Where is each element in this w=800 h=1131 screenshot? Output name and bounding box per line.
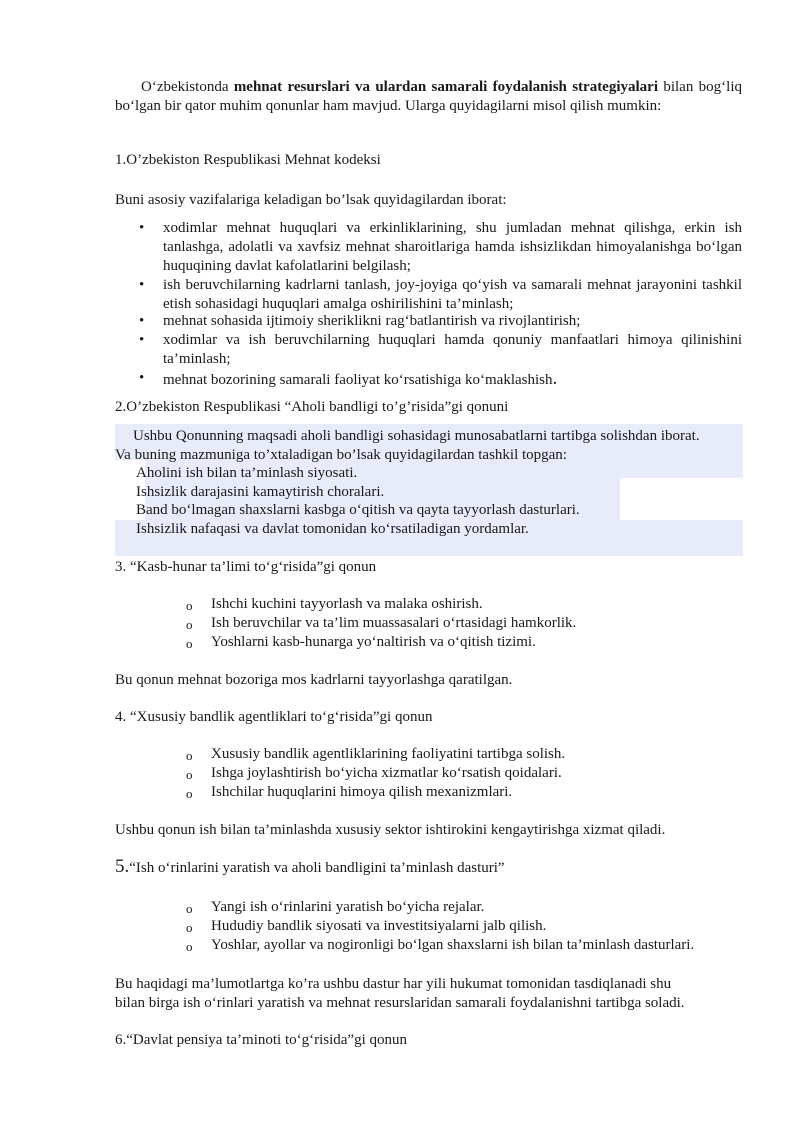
section-4-note: Ushbu qonun ish bilan ta’minlashda xususiy sektor ishtirokini kengaytirishga xizmat qiladi. — [115, 822, 666, 838]
section-6-title: 6.“Davlat pensiya ta’minoti to‘g‘risida”gi qonun — [115, 1032, 408, 1048]
section-1-bullet: • xodimlar mehnat huquqlari va erkinliklarining, shu jumladan mehnat qilishga, erkin ish tanlashga, adolatli va xavfsiz mehnat sharoitlariga hamda ishsizlikdan himoyalanishga bo‘lgan huquqining davlat kafolatlarini belgilash; — [163, 219, 742, 276]
section-3-item: o Ish beruvchilar va ta’lim muassasalari o‘rtasidagi hamkorlik. — [211, 614, 751, 633]
section-3-note: Bu qonun mehnat bozoriga mos kadrlarni tayyorlashga qaratilgan. — [115, 672, 513, 688]
section-5-item: o Yoshlar, ayollar va nogironligi bo‘lgan shaxslarni ish bilan ta’minlash dasturlari. — [211, 936, 751, 955]
section-5-item: o Yangi ish o‘rinlarini yaratish bo‘yicha rejalar. — [211, 898, 751, 917]
section-1-bullet-text: mehnat bozorining samarali faoliyat ko‘rsatishiga ko‘maklashish — [163, 372, 553, 388]
section-2-item: Band bo‘lmagan shaxslarni kasbga o‘qitish va qayta tayyorlash dasturlari. — [136, 502, 580, 518]
section-4-item: o Ishga joylashtirish bo‘yicha xizmatlar ko‘rsatish qoidalari. — [211, 764, 751, 783]
intro-lead: O‘zbekistonda — [141, 79, 234, 95]
section-1-title: 1.O’zbekiston Respublikasi Mehnat kodeksi — [115, 152, 381, 168]
section-1-bullet: • mehnat sohasida ijtimoiy sheriklikni rag‘batlantirish va rivojlantirish; — [163, 312, 742, 331]
section-5-title-text: “Ish o‘rinlarini yaratish va aholi bandligini ta’minlash dasturi” — [129, 860, 505, 876]
section-2-line: Va buning mazmuniga to’xtaladigan bo’lsak quyidagilardan tashkil topgan: — [115, 447, 567, 463]
section-5-item: o Hududiy bandlik siyosati va investitsiyalarni jalb qilish. — [211, 917, 751, 936]
section-2-item: Aholini ish bilan ta’minlash siyosati. — [136, 465, 358, 481]
section-1-bullet: • xodimlar va ish beruvchilarning huquqlari hamda qonuniy manfaatlari himoya qilinishini ta’minlash; — [163, 331, 742, 369]
section-1-bullet — [163, 369, 742, 390]
section-5-title — [115, 857, 505, 878]
section-5-note: bilan birga ish o‘rinlari yaratish va mehnat resurslaridan samarali foydalanishni tartibga soladi. — [115, 995, 685, 1011]
intro-bold: mehnat resurslari va ulardan samarali foydalanish strategiyalari — [233, 79, 659, 95]
section-2-item: Ishsizlik darajasini kamaytirish choralari. — [136, 484, 385, 500]
section-3-item: o Yoshlarni kasb-hunarga yo‘naltirish va o‘qitish tizimi. — [211, 633, 751, 652]
section-1-lead: Buni asosiy vazifalariga keladigan bo’lsak quyidagilardan iborat: — [115, 192, 507, 208]
section-2-line: Ushbu Qonunning maqsadi aholi bandligi sohasidagi munosabatlarni tartibga solishdan iborat. — [133, 428, 700, 444]
intro-rest: bilan bog‘liq bo‘lgan bir qator muhim qonunlar ham mavjud. Ularga quyidagilarni misol qilish mumkin: — [115, 79, 742, 114]
section-4-item: o Xususiy bandlik agentliklarining faoliyatini tartibga solish. — [211, 745, 751, 764]
section-3-item: o Ishchi kuchini tayyorlash va malaka oshirish. — [211, 595, 751, 614]
section-3-title: 3. “Kasb-hunar ta’limi to‘g‘risida”gi qonun — [115, 559, 377, 575]
intro-paragraph — [115, 78, 742, 116]
section-1-bullet: • ish beruvchilarning kadrlarni tanlash, joy-joyiga qo‘yish va samarali mehnat jarayonini tashkil etish sohasidagi huquqlari amalga oshirilishini ta’minlash; — [163, 276, 742, 314]
section-4-title: 4. “Xususiy bandlik agentliklari to‘g‘risida”gi qonun — [115, 709, 433, 725]
section-2-item: Ishsizlik nafaqasi va davlat tomonidan ko‘rsatiladigan yordamlar. — [136, 521, 529, 537]
section-5-number: 5. — [115, 856, 130, 877]
section-4-item: o Ishchilar huquqlarini himoya qilish mexanizmlari. — [211, 783, 751, 802]
section-2-title: 2.O’zbekiston Respublikasi “Aholi bandligi to’g’risida”gi qonuni — [115, 399, 509, 415]
section-5-note: Bu haqidagi ma’lumotlartga ko’ra ushbu dastur har yili hukumat tomonidan tasdiqlanadi shu — [115, 976, 672, 992]
section-1-last-period: . — [552, 368, 558, 389]
highlight-gap — [620, 478, 743, 520]
